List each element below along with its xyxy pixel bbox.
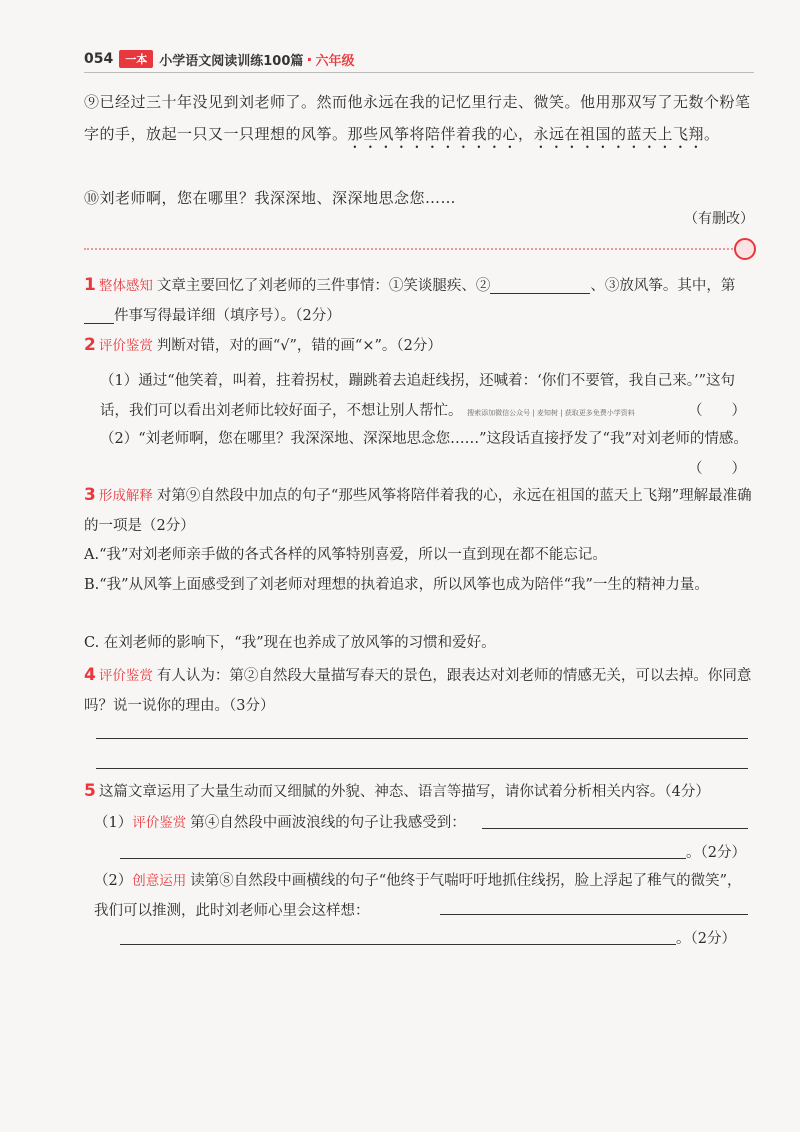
question-1-text-c: 件事写得最详细（填序号）。（2分）	[114, 308, 341, 324]
question-3-option-a[interactable]: A.“我”对刘老师亲手做的各式各样的风筝特别喜爱，所以一直到现在都不能忘记。	[84, 547, 607, 563]
question-5-sub-2-score: 。（2分）	[676, 931, 736, 947]
question-2-item-2	[84, 424, 754, 477]
question-5-sub-1	[84, 808, 754, 838]
paragraph-9-text: ⑨已经过三十年没见到刘老师了。然而他永远在我的记忆里行走、微笑。他用那双写了无数个粉笔字的手，放起一只又一只理想的风筝。	[84, 93, 751, 143]
question-3	[84, 480, 754, 541]
question-2-tag: 评价鉴赏	[98, 338, 153, 354]
question-5-text: 这篇文章运用了大量生动而又细腻的外貌、神态、语言等描写，请你试着分析相关内容。（4分）	[98, 784, 710, 800]
grade-label: 六年级	[315, 53, 355, 69]
section-divider	[84, 248, 744, 250]
question-5-sub-1-text: 第④自然段中画波浪线的句子让我感受到：	[190, 815, 466, 831]
question-3-option-b[interactable]: B.“我”从风筝上面感受到了刘老师对理想的执着追求，所以风筝也成为陪伴“我”一生的精神力量。	[84, 577, 709, 593]
question-5-sub-2-answer-line-1[interactable]	[440, 914, 748, 915]
paragraph-10: ⑩刘老师啊，您在哪里？我深深地、深深地思念您……	[84, 189, 457, 207]
question-3-tag: 形成解释	[98, 488, 153, 504]
book-title: 小学语文阅读训练100篇	[159, 53, 304, 69]
question-1-number: 1	[84, 275, 96, 295]
question-2-item-2-text: （2）“刘老师啊，您在哪里？我深深地、深深地思念您……”这段话直接抒发了“我”对刘老师的情感。	[100, 431, 748, 447]
question-5-sub-1-answer-line-2[interactable]	[120, 858, 686, 859]
question-2-item-1	[84, 366, 754, 428]
watermark-note: 搜索添加微信公众号 | 麦知树 | 获取更多免费小学资料	[467, 409, 635, 417]
question-2-item-1-answer[interactable]: （ ）	[688, 403, 746, 419]
question-5-sub-1-score: 。（2分）	[686, 845, 746, 861]
question-3-text: 对第⑨自然段中加点的句子“那些风筝将陪伴着我的心，永远在祖国的蓝天上飞翔”理解最准确的一项是（2分）	[84, 488, 752, 534]
question-2-item-2-answer[interactable]: （ ）	[688, 461, 746, 477]
question-1-tag: 整体感知	[98, 278, 153, 294]
question-3-number: 3	[84, 485, 96, 505]
question-4-tag: 评价鉴赏	[98, 668, 153, 684]
question-1	[84, 270, 754, 331]
question-5-sub-2-tag: 创意运用	[132, 873, 187, 889]
title-separator: ·	[306, 49, 313, 69]
question-5-sub-2-answer-line-2[interactable]	[120, 944, 676, 945]
question-5-sub-1-tag: 评价鉴赏	[132, 815, 187, 831]
question-5-sub-2-number: （2）	[94, 873, 133, 889]
question-5-sub-1-answer-line-1[interactable]	[482, 828, 748, 829]
question-4-text: 有人认为：第②自然段大量描写春天的景色，跟表达对刘老师的情感无关，可以去掉。你同意吗？说一说你的理由。（3分）	[84, 668, 752, 714]
question-4-answer-line-1[interactable]	[96, 738, 748, 739]
paragraph-9	[84, 86, 754, 152]
question-2-number: 2	[84, 335, 96, 355]
revised-note: （有删改）	[684, 211, 754, 227]
question-2	[84, 330, 754, 361]
question-1-text-a: 文章主要回忆了刘老师的三件事情：①笑谈腿疾、②	[156, 278, 491, 294]
header-rule	[84, 72, 754, 73]
page-number: 054	[84, 51, 114, 67]
question-5-sub-2	[84, 866, 754, 926]
question-5-sub-1-number: （1）	[94, 815, 133, 831]
question-1-blank-num[interactable]	[84, 305, 114, 324]
question-1-blank-2[interactable]	[490, 275, 590, 294]
question-5	[84, 776, 754, 807]
question-5-sub-2-text: 读第⑧自然段中画横线的句子“他终于气喘吁吁地抓住线拐，脸上浮起了稚气的微笑”，我们可以推测，此时刘老师心里会这样想：	[94, 873, 742, 919]
question-5-number: 5	[84, 781, 96, 801]
question-2-item-1-text: （1）通过“他笑着，叫着，拄着拐杖，蹦跳着去追赶线拐，还喊着：‘你们不要管，我自己来。’”这句话，我们可以看出刘老师比较好面子，不想让别人帮忙。	[100, 373, 736, 419]
question-2-text: 判断对错，对的画“√”，错的画“×”。（2分）	[156, 338, 442, 354]
page-header	[84, 48, 754, 70]
question-3-option-c[interactable]: C. 在刘老师的影响下，“我”现在也养成了放风筝的习惯和爱好。	[84, 635, 496, 651]
question-4-number: 4	[84, 665, 96, 685]
question-1-text-b: 、③放风筝。其中，第	[590, 278, 736, 294]
question-4-answer-line-2[interactable]	[96, 768, 748, 769]
flower-icon	[734, 238, 756, 260]
paragraph-9-dotted-sentence: 那些风筝将陪伴着我的心，永远在祖国的蓝天上飞翔。	[347, 125, 720, 143]
question-4	[84, 660, 754, 721]
brand-logo: 一本	[119, 50, 153, 68]
